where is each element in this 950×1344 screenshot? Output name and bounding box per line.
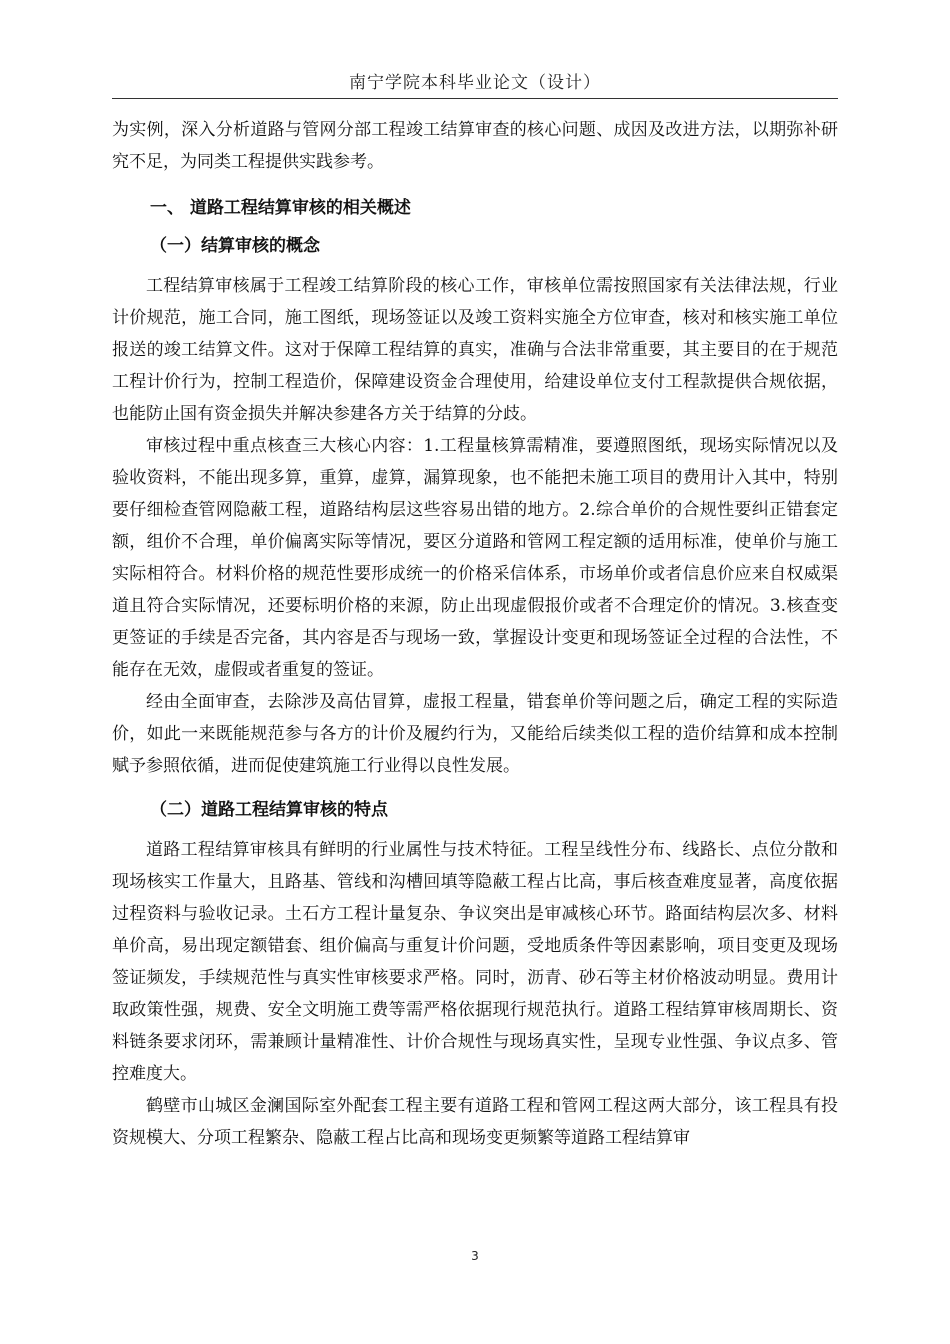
paragraph-concept-1: 工程结算审核属于工程竣工结算阶段的核心工作，审核单位需按照国家有关法律法规，行业计价规范，施工合同，施工图纸，现场签证以及竣工资料实施全方位审查，核对和核实施工单位报送的竣工结算文件。这对于保障工程结算的真实，准确与合法非常重要，其主要目的在于规范工程计价行为，控制工程造价，保障建设资金合理使用，给建设单位支付工程款提供合规依据，也能防止国有资金损失并解决参建各方关于结算的分歧。 xyxy=(112,276,838,424)
paragraph-concept-2: 审核过程中重点核查三大核心内容：1.工程量核算需精准，要遵照图纸，现场实际情况以及验收资料，不能出现多算，重算，虚算，漏算现象，也不能把未施工项目的费用计入其中，特别要仔细检查管网隐蔽工程，道路结构层这些容易出错的地方。2.综合单价的合规性要纠正错套定额，组价不合理，单价偏离实际等情况，要区分道路和管网工程定额的适用标准，使单价与施工实际相符合。材料价格的规范性要形成统一的价格采信体系，市场单价或者信息价应来自权威渠道且符合实际情况，还要标明价格的来源，防止出现虚假报价或者不合理定价的情况。3.核查变更签证的手续是否完备，其内容是否与现场一致，掌握设计变更和现场签证全过程的合法性，不能存在无效，虚假或者重复的签证。 xyxy=(112,436,838,680)
page-number: 3 xyxy=(471,1249,479,1263)
paragraph-concept-3: 经由全面审查，去除涉及高估冒算，虚报工程量，错套单价等问题之后，确定工程的实际造价，如此一来既能规范参与各方的计价及履约行为，又能给后续类似工程的造价结算和成本控制赋予参照依循，进而促使建筑施工行业得以良性发展。 xyxy=(112,692,838,776)
header-rule xyxy=(112,98,838,99)
running-header: 南宁学院本科毕业论文（设计） xyxy=(349,73,601,93)
page-body xyxy=(112,114,838,1154)
paragraph-features-1: 道路工程结算审核具有鲜明的行业属性与技术特征。工程呈线性分布、线路长、点位分散和现场核实工作量大，且路基、管线和沟槽回填等隐蔽工程占比高，事后核查难度显著，高度依据过程资料与验收记录。土石方工程计量复杂、争议突出是审减核心环节。路面结构层次多、材料单价高，易出现定额错套、组价偏高与重复计价问题，受地质条件等因素影响，项目变更及现场签证频发，手续规范性与真实性审核要求严格。同时，沥青、砂石等主材价格波动明显。费用计取政策性强，规费、安全文明施工费等需严格依据现行规范执行。道路工程结算审核周期长、资料链条要求闭环，需兼顾计量精准性、计价合规性与现场真实性，呈现专业性强、争议点多、管控难度大。 xyxy=(112,840,838,1084)
section-heading-1: 一、 道路工程结算审核的相关概述 xyxy=(150,198,411,218)
subsection-heading-concept: （一）结算审核的概念 xyxy=(150,236,320,256)
paragraph-features-2: 鹤壁市山城区金澜国际室外配套工程主要有道路工程和管网工程这两大部分，该工程具有投资规模大、分项工程繁杂、隐蔽工程占比高和现场变更频繁等道路工程结算审 xyxy=(112,1096,838,1148)
subsection-heading-features: （二）道路工程结算审核的特点 xyxy=(150,800,388,820)
intro-paragraph: 为实例，深入分析道路与管网分部工程竣工结算审查的核心问题、成因及改进方法，以期弥补研究不足，为同类工程提供实践参考。 xyxy=(112,120,838,172)
